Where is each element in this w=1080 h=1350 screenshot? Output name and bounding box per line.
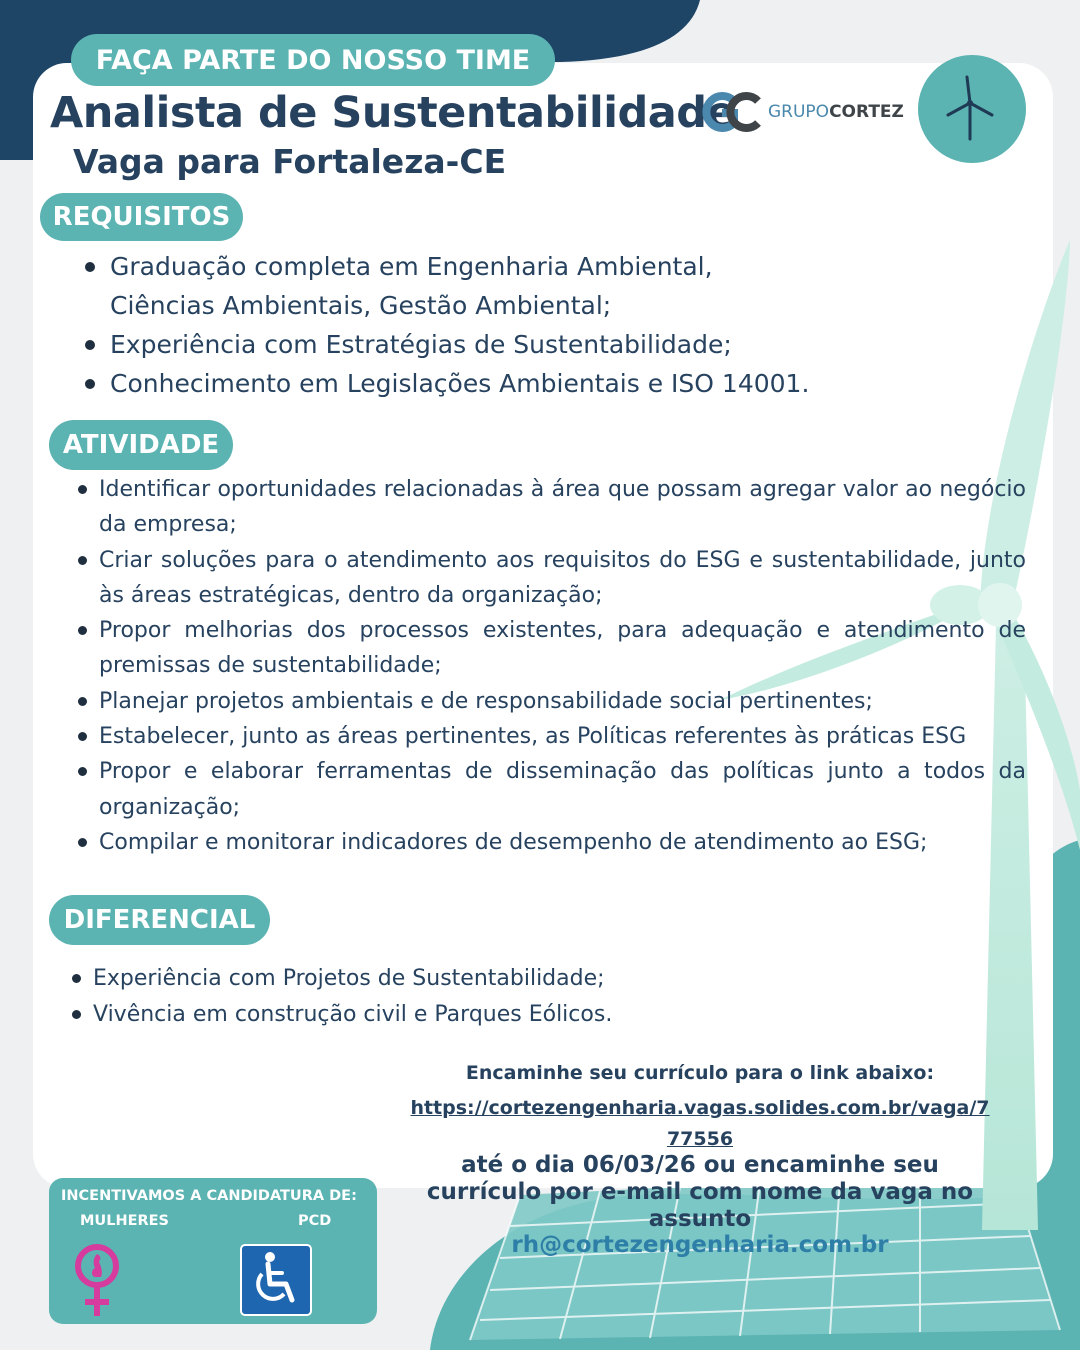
- banner-text: FAÇA PARTE DO NOSSO TIME: [95, 44, 531, 76]
- list-item: Graduação completa em Engenharia Ambiental, Ciências Ambientais, Gestão Ambiental;: [82, 247, 822, 325]
- list-item: Propor e elaborar ferramentas de disseminação das políticas junto a todos da organização;: [75, 754, 1026, 825]
- wheelchair-icon: [240, 1244, 312, 1316]
- list-item: Planejar projetos ambientais e de responsabilidade social pertinentes;: [75, 684, 1026, 719]
- list-item: Compilar e monitorar indicadores de desempenho de atendimento ao ESG;: [75, 825, 1026, 860]
- banner-pill: [71, 34, 555, 86]
- list-item: Identificar oportunidades relacionadas à área que possam agregar valor ao negócio da empresa;: [75, 472, 1026, 543]
- incentive-pcd-label: PCD: [298, 1213, 332, 1229]
- female-symbol-icon: [71, 1242, 123, 1318]
- turbine-badge: [918, 55, 1026, 163]
- list-item: Conhecimento em Legislações Ambientais e ISO 14001.: [82, 364, 822, 403]
- apply-intro: Encaminhe seu currículo para o link abaixo:: [465, 1062, 935, 1084]
- job-location: Vaga para Fortaleza-CE: [73, 142, 507, 181]
- list-item: Vivência em construção civil e Parques Eólicos.: [69, 997, 769, 1033]
- activities-heading: ATIVIDADE: [49, 420, 233, 470]
- list-item: Criar soluções para o atendimento aos requisitos do ESG e sustentabilidade, junto às áreas estratégicas, dentro da organização;: [75, 543, 1026, 614]
- gc-monogram-icon: [700, 92, 762, 132]
- logo-wordmark: GRUPOCORTEZ: [768, 102, 904, 122]
- wind-turbine-icon: [918, 55, 1026, 163]
- list-item: Experiência com Estratégias de Sustentabilidade;: [82, 325, 822, 364]
- incentive-box: [49, 1178, 377, 1324]
- list-item: Propor melhorias dos processos existentes, para adequação e atendimento de premissas de sustentabilidade;: [75, 613, 1026, 684]
- requirements-heading: REQUISITOS: [40, 193, 243, 241]
- differentials-list: [69, 961, 769, 1033]
- deadline-text: até o dia 06/03/26 ou encaminhe seu currículo por e-mail com nome da vaga no assunto: [426, 1152, 974, 1232]
- job-title: Analista de Sustentabilidade: [50, 88, 736, 138]
- list-item: Estabelecer, junto as áreas pertinentes, as Políticas referentes às práticas ESG: [75, 719, 1026, 754]
- apply-link[interactable]: [410, 1093, 990, 1155]
- list-item: Experiência com Projetos de Sustentabilidade;: [69, 961, 769, 997]
- activities-list: [75, 472, 1026, 860]
- apply-link-text[interactable]: https://cortezengenharia.vagas.solides.com.br/vaga/777556: [410, 1097, 990, 1150]
- requirements-list: [82, 247, 822, 403]
- company-logo: [700, 92, 904, 132]
- email-address[interactable]: rh@cortezengenharia.com.br: [511, 1232, 889, 1258]
- incentive-women-label: MULHERES: [80, 1213, 169, 1229]
- differentials-heading: DIFERENCIAL: [49, 895, 270, 945]
- incentive-title: INCENTIVAMOS A CANDIDATURA DE:: [61, 1188, 357, 1204]
